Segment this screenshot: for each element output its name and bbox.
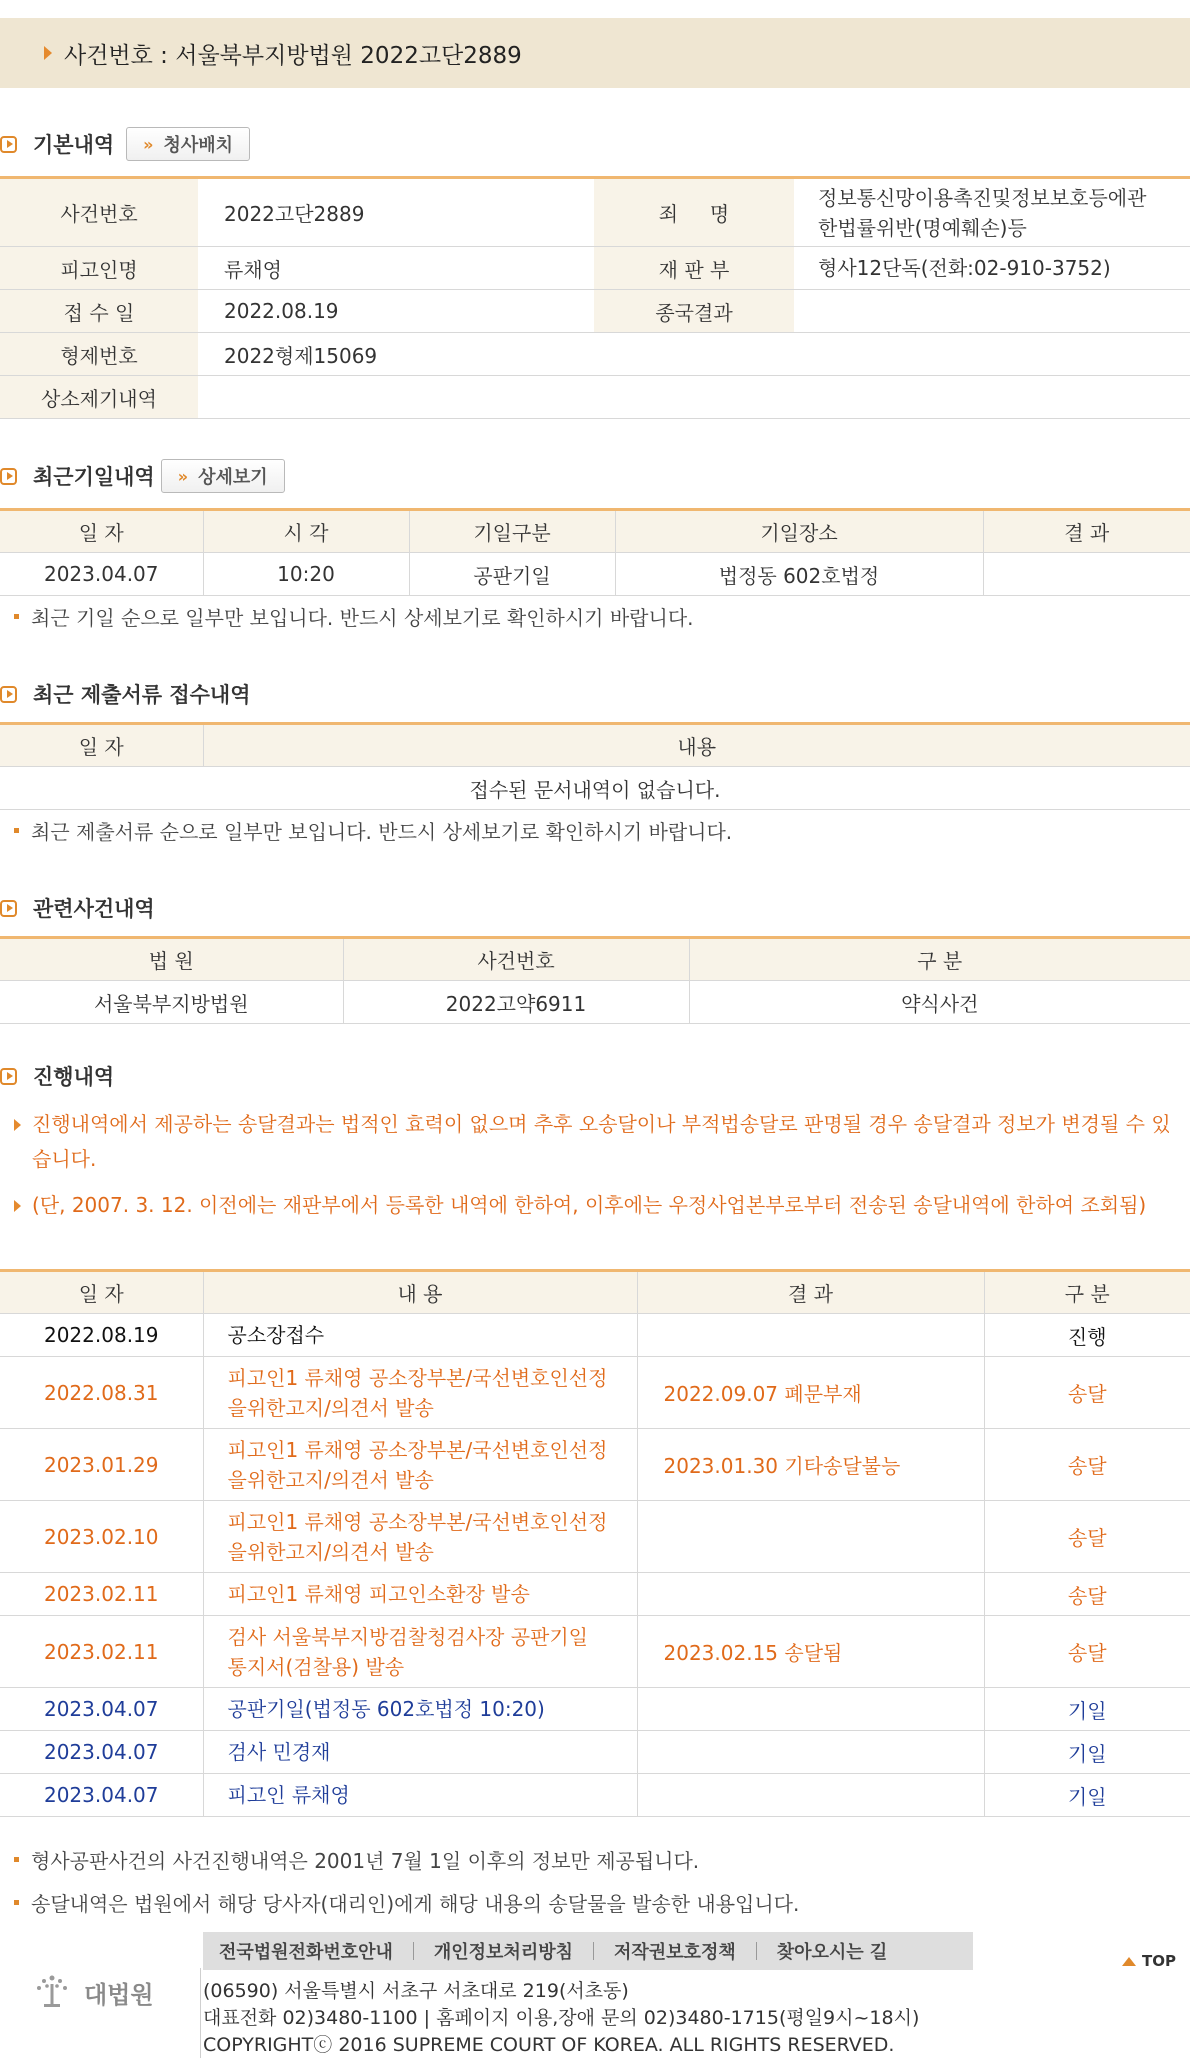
supreme-court-logo [30, 1970, 154, 2014]
footer-phone: 대표전화 02)3480-1100 | 홈페이지 이용,장애 문의 02)3480-1715(평일9시~18시) [203, 2007, 920, 2029]
basic-info-section-title [0, 126, 250, 162]
triangle-bullet-icon [14, 1119, 21, 1131]
progress-type: 기일 [984, 1688, 1190, 1731]
progress-content: 공소장접수 [203, 1314, 637, 1357]
column-header: 법 원 [0, 938, 343, 981]
menu-divider [593, 1942, 594, 1960]
table-row [0, 1314, 1190, 1357]
section-arrow-icon [0, 1068, 17, 1085]
case-no-value: 2022고단2889 [198, 178, 594, 247]
progress-date: 2023.02.11 [0, 1616, 203, 1688]
double-chevron-icon: » [177, 466, 189, 486]
court-emblem-icon [30, 1970, 74, 2014]
progress-content: 검사 민경재 [203, 1731, 637, 1774]
progress-result [637, 1314, 984, 1357]
prosecution-no-label: 형제번호 [0, 333, 198, 376]
hearings-title: 최근기일내역 [33, 465, 155, 489]
table-row [0, 767, 1190, 810]
final-result-value [794, 290, 1190, 333]
progress-notice-1 [14, 1107, 1179, 1177]
up-arrow-icon [1122, 1957, 1136, 1966]
menu-divider [756, 1942, 757, 1960]
section-arrow-icon [0, 686, 17, 703]
table-row [0, 1501, 1190, 1573]
progress-result: 2023.01.30 기타송달불능 [637, 1429, 984, 1501]
progress-date: 2022.08.19 [0, 1314, 203, 1357]
submissions-title: 최근 제출서류 접수내역 [33, 683, 251, 707]
progress-content [203, 1501, 637, 1573]
progress-content-line-2: 을위한고지/의견서 발송 [227, 1539, 434, 1564]
progress-note-1 [14, 1845, 699, 1874]
progress-content-line-2: 을위한고지/의견서 발송 [227, 1395, 434, 1420]
progress-content: 피고인1 류채영 피고인소환장 발송 [203, 1573, 637, 1616]
related-type: 약식사건 [689, 981, 1190, 1024]
square-bullet-icon [14, 614, 19, 619]
footer-link-privacy[interactable]: 개인정보처리방침 [433, 1942, 573, 1963]
progress-notice-2 [14, 1188, 1179, 1223]
column-header: 기일구분 [409, 510, 615, 553]
table-row [0, 1688, 1190, 1731]
square-bullet-icon [14, 828, 19, 833]
progress-content [203, 1616, 637, 1688]
progress-date: 2023.04.07 [0, 1688, 203, 1731]
related-section-title [0, 890, 155, 926]
table-header-row [0, 938, 1190, 981]
case-number-header [0, 18, 1190, 88]
table-header-row [0, 1271, 1190, 1314]
progress-result: 2022.09.07 폐문부재 [637, 1357, 984, 1429]
progress-date: 2023.01.29 [0, 1429, 203, 1501]
footer-link-directions[interactable]: 찾아오시는 길 [776, 1942, 888, 1963]
column-header: 사건번호 [343, 938, 689, 981]
progress-notice-2-text: (단, 2007. 3. 12. 이전에는 재판부에서 등록한 내역에 한하여, 이후에는 우정사업본부로부터 전송된 송달내역에 한하여 조회됨) [32, 1193, 1147, 1217]
table-row [0, 1774, 1190, 1817]
appeal-label: 상소제기내역 [0, 376, 198, 419]
menu-divider [413, 1942, 414, 1960]
submissions-section-title [0, 676, 250, 712]
progress-type: 기일 [984, 1774, 1190, 1817]
progress-content: 공판기일(법정동 602호법정 10:20) [203, 1688, 637, 1731]
hearings-note [14, 602, 694, 631]
received-label: 접 수 일 [0, 290, 198, 333]
progress-type: 진행 [984, 1314, 1190, 1357]
progress-content [203, 1357, 637, 1429]
progress-content-line-1: 검사 서울북부지방검찰청검사장 공판기일 [227, 1624, 588, 1649]
progress-type: 기일 [984, 1731, 1190, 1774]
table-row [0, 1357, 1190, 1429]
basic-info-title: 기본내역 [33, 133, 115, 157]
triangle-bullet-icon [14, 1200, 21, 1212]
progress-table [0, 1269, 1190, 1817]
view-details-button[interactable] [161, 459, 285, 493]
footer-divider [200, 1968, 201, 2058]
progress-note-2-text: 송달내역은 법원에서 해당 당사자(대리인)에게 해당 내용의 송달물을 발송한 내용입니다. [31, 1892, 800, 1916]
table-row [0, 178, 1190, 247]
charge-line-2: 한법률위반(명예훼손)등 [818, 215, 1027, 240]
progress-type: 송달 [984, 1501, 1190, 1573]
section-arrow-icon [0, 136, 17, 153]
table-row [0, 981, 1190, 1024]
square-bullet-icon [14, 1857, 19, 1862]
scroll-top-button[interactable] [1122, 1952, 1176, 1970]
hearing-type: 공판기일 [409, 553, 615, 596]
appeal-value [198, 376, 1190, 419]
charge-value [794, 178, 1190, 247]
table-row [0, 1731, 1190, 1774]
column-header: 일 자 [0, 724, 203, 767]
table-header-row [0, 510, 1190, 553]
double-chevron-icon: » [143, 134, 154, 154]
case-number-text: 사건번호 : 서울북부지방법원 2022고단2889 [64, 42, 522, 69]
progress-type: 송달 [984, 1616, 1190, 1688]
courthouse-layout-label: 청사배치 [163, 135, 234, 156]
submissions-note-text: 최근 제출서류 순으로 일부만 보입니다. 반드시 상세보기로 확인하시기 바랍니다. [31, 820, 733, 844]
progress-type: 송달 [984, 1429, 1190, 1501]
column-header: 내 용 [203, 1271, 637, 1314]
progress-content-line-1: 피고인1 류채영 공소장부본/국선변호인선정 [227, 1437, 608, 1462]
column-header: 구 분 [984, 1271, 1190, 1314]
related-case-no: 2022고약6911 [343, 981, 689, 1024]
defendant-value: 류채영 [198, 247, 594, 290]
progress-result [637, 1688, 984, 1731]
progress-section-title [0, 1058, 114, 1094]
progress-notice-1-text: 진행내역에서 제공하는 송달결과는 법적인 효력이 없으며 추후 오송달이나 부적법송달로 판명될 경우 송달결과 정보가 변경될 수 있습니다. [32, 1112, 1171, 1171]
related-title: 관련사건내역 [33, 897, 155, 921]
progress-content: 피고인 류채영 [203, 1774, 637, 1817]
triangle-bullet-icon [44, 46, 52, 60]
column-header: 구 분 [689, 938, 1190, 981]
column-header: 시 각 [203, 510, 409, 553]
table-header-row [0, 724, 1190, 767]
progress-date: 2023.02.10 [0, 1501, 203, 1573]
progress-type: 송달 [984, 1573, 1190, 1616]
prosecution-no-value: 2022형제15069 [198, 333, 1190, 376]
footer-address: (06590) 서울특별시 서초구 서초대로 219(서초동) [203, 1980, 629, 2002]
table-row [0, 1573, 1190, 1616]
progress-result [637, 1774, 984, 1817]
hearing-result [983, 553, 1190, 596]
table-row [0, 290, 1190, 333]
progress-note-2 [14, 1888, 799, 1917]
progress-result [637, 1573, 984, 1616]
progress-content-line-2: 통지서(검찰용) 발송 [227, 1654, 405, 1679]
hearings-note-text: 최근 기일 순으로 일부만 보입니다. 반드시 상세보기로 확인하시기 바랍니다. [31, 606, 694, 630]
hearings-table [0, 508, 1190, 596]
table-row [0, 553, 1190, 596]
section-arrow-icon [0, 900, 17, 917]
final-result-label: 종국결과 [594, 290, 794, 333]
table-row [0, 1616, 1190, 1688]
footer-link-court-phones[interactable]: 전국법원전화번호안내 [219, 1942, 393, 1963]
supreme-court-logo-text: 대법원 [84, 1980, 154, 2009]
progress-result: 2023.02.15 송달됨 [637, 1616, 984, 1688]
scroll-top-label: TOP [1142, 1952, 1176, 1970]
charge-label: 죄 명 [594, 178, 794, 247]
hearing-time: 10:20 [203, 553, 409, 596]
division-value: 형사12단독(전화:02-910-3752) [794, 247, 1190, 290]
progress-date: 2023.04.07 [0, 1774, 203, 1817]
courthouse-layout-button[interactable] [126, 127, 250, 161]
column-header: 결 과 [637, 1271, 984, 1314]
progress-content-line-1: 피고인1 류채영 공소장부본/국선변호인선정 [227, 1509, 608, 1534]
footer-info [203, 1978, 919, 2059]
basic-info-table [0, 176, 1190, 419]
column-header: 일 자 [0, 1271, 203, 1314]
footer-link-copyright[interactable]: 저작권보호정책 [614, 1942, 736, 1963]
progress-date: 2023.02.11 [0, 1573, 203, 1616]
table-row [0, 333, 1190, 376]
square-bullet-icon [14, 1900, 19, 1905]
submissions-note [14, 816, 732, 845]
table-row [0, 247, 1190, 290]
submissions-empty-message: 접수된 문서내역이 없습니다. [0, 767, 1190, 810]
progress-result [637, 1501, 984, 1573]
footer-menu [203, 1932, 973, 1970]
progress-title: 진행내역 [33, 1065, 115, 1089]
footer-copyright: COPYRIGHTⓒ 2016 SUPREME COURT OF KOREA. ALL RIGHTS RESERVED. [203, 2034, 895, 2056]
section-arrow-icon [0, 468, 17, 485]
progress-result [637, 1731, 984, 1774]
progress-date: 2022.08.31 [0, 1357, 203, 1429]
column-header: 일 자 [0, 510, 203, 553]
hearing-place: 법정동 602호법정 [615, 553, 983, 596]
view-details-label: 상세보기 [198, 467, 268, 488]
column-header: 결 과 [983, 510, 1190, 553]
progress-content [203, 1429, 637, 1501]
column-header: 내용 [203, 724, 1190, 767]
defendant-label: 피고인명 [0, 247, 198, 290]
progress-content-line-1: 피고인1 류채영 공소장부본/국선변호인선정 [227, 1365, 608, 1390]
division-label: 재 판 부 [594, 247, 794, 290]
related-court: 서울북부지방법원 [0, 981, 343, 1024]
submissions-table [0, 722, 1190, 810]
hearing-date: 2023.04.07 [0, 553, 203, 596]
progress-note-1-text: 형사공판사건의 사건진행내역은 2001년 7월 1일 이후의 정보만 제공됩니다. [31, 1849, 700, 1873]
related-cases-table [0, 936, 1190, 1024]
charge-line-1: 정보통신망이용촉진및정보보호등에관 [818, 185, 1147, 210]
received-value: 2022.08.19 [198, 290, 594, 333]
column-header: 기일장소 [615, 510, 983, 553]
progress-content-line-2: 을위한고지/의견서 발송 [227, 1467, 434, 1492]
progress-date: 2023.04.07 [0, 1731, 203, 1774]
table-row [0, 376, 1190, 419]
hearings-section-title [0, 458, 285, 494]
table-row [0, 1429, 1190, 1501]
case-no-label: 사건번호 [0, 178, 198, 247]
progress-type: 송달 [984, 1357, 1190, 1429]
